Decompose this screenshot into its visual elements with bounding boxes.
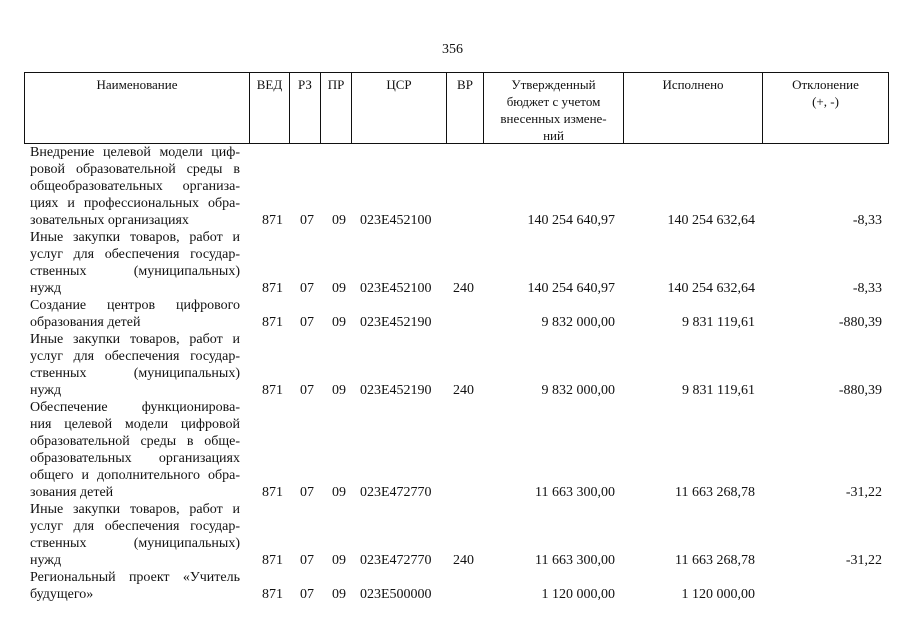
- row-pr: 09: [332, 553, 346, 568]
- row-csr: 023E472770: [360, 553, 432, 568]
- row-csr: 023E452100: [360, 281, 432, 296]
- row-pr: 09: [332, 213, 346, 228]
- row-name: [30, 331, 240, 399]
- row-name-line: зовательных организациях: [30, 213, 189, 228]
- row-budget: 1 120 000,00: [541, 587, 615, 602]
- table-row: [0, 297, 905, 331]
- header-csr: ЦСР: [351, 73, 446, 143]
- row-deviation: -880,39: [838, 315, 882, 330]
- row-name-line: зования детей: [30, 485, 114, 500]
- row-done: 9 831 119,61: [682, 383, 755, 398]
- row-name-line: будущего»: [30, 587, 94, 602]
- header-deviation-line: Отклонение: [792, 77, 859, 92]
- row-rz: 07: [300, 587, 314, 602]
- row-budget: 140 254 640,97: [527, 213, 615, 228]
- row-vr: 240: [453, 553, 474, 568]
- row-rz: 07: [300, 553, 314, 568]
- table-row: [0, 331, 905, 399]
- row-done: 11 663 268,78: [675, 553, 755, 568]
- row-csr: 023E500000: [360, 587, 432, 602]
- row-name-line: общего и дополнительного обра-: [30, 468, 240, 483]
- row-pr: 09: [332, 315, 346, 330]
- row-name-line: ния целевой модели цифровой: [30, 417, 240, 432]
- row-pr: 09: [332, 281, 346, 296]
- row-name-line: Создание центров цифрового: [30, 298, 240, 313]
- row-name-line: нужд: [30, 553, 62, 568]
- row-rz: 07: [300, 383, 314, 398]
- table-row: [0, 399, 905, 501]
- row-ved: 871: [262, 485, 283, 500]
- row-name: [30, 399, 240, 501]
- header-budget-line: внесенных измене-: [500, 111, 607, 126]
- row-done: 11 663 268,78: [675, 485, 755, 500]
- row-name: [30, 229, 240, 297]
- table-row: [0, 501, 905, 569]
- row-budget: 11 663 300,00: [535, 485, 615, 500]
- row-name-line: циях и профессиональных обра-: [30, 196, 240, 211]
- row-rz: 07: [300, 485, 314, 500]
- header-budget-line: Утвержденный: [511, 77, 596, 92]
- row-name: [30, 144, 240, 229]
- row-pr: 09: [332, 485, 346, 500]
- row-done: 140 254 632,64: [667, 281, 755, 296]
- header-pr: ПР: [320, 73, 351, 143]
- header-done: Исполнено: [623, 73, 762, 143]
- row-budget: 11 663 300,00: [535, 553, 615, 568]
- row-name-line: Иные закупки товаров, работ и: [30, 332, 240, 347]
- row-done: 1 120 000,00: [681, 587, 755, 602]
- row-deviation: -880,39: [838, 383, 882, 398]
- row-ved: 871: [262, 383, 283, 398]
- header-name: Наименование: [24, 73, 249, 143]
- row-vr: 240: [453, 383, 474, 398]
- header-budget-line: ний: [543, 128, 564, 143]
- table-header: [24, 72, 889, 144]
- header-budget-line: бюджет с учетом: [506, 94, 601, 109]
- header-ved: ВЕД: [249, 73, 289, 143]
- row-name: [30, 297, 240, 331]
- row-done: 140 254 632,64: [667, 213, 755, 228]
- row-budget: 9 832 000,00: [541, 383, 615, 398]
- row-deviation: -31,22: [845, 553, 882, 568]
- row-name-line: нужд: [30, 281, 62, 296]
- row-name-line: нужд: [30, 383, 62, 398]
- row-pr: 09: [332, 587, 346, 602]
- row-name: [30, 569, 240, 603]
- row-name-line: ственных (муниципальных): [30, 366, 240, 381]
- row-deviation: -8,33: [852, 213, 882, 228]
- row-deviation: -31,22: [845, 485, 882, 500]
- row-deviation: -8,33: [852, 281, 882, 296]
- row-name-line: услуг для обеспечения государ-: [30, 247, 240, 262]
- header-deviation-line: (+, -): [812, 94, 839, 109]
- row-name-line: Иные закупки товаров, работ и: [30, 502, 240, 517]
- row-budget: 9 832 000,00: [541, 315, 615, 330]
- row-name-line: Региональный проект «Учитель: [30, 570, 240, 585]
- row-name-line: образования детей: [30, 315, 141, 330]
- header-rz: РЗ: [289, 73, 320, 143]
- row-name-line: Обеспечение функционирова-: [30, 400, 240, 415]
- row-rz: 07: [300, 213, 314, 228]
- row-vr: 240: [453, 281, 474, 296]
- row-ved: 871: [262, 587, 283, 602]
- row-ved: 871: [262, 281, 283, 296]
- row-name-line: Иные закупки товаров, работ и: [30, 230, 240, 245]
- row-name-line: ственных (муниципальных): [30, 264, 240, 279]
- table-row: [0, 144, 905, 229]
- row-rz: 07: [300, 315, 314, 330]
- row-name-line: ственных (муниципальных): [30, 536, 240, 551]
- row-ved: 871: [262, 315, 283, 330]
- table-row: [0, 569, 905, 603]
- row-name-line: ровой образовательной среды в: [30, 162, 240, 177]
- row-rz: 07: [300, 281, 314, 296]
- page-number: 356: [442, 42, 463, 57]
- row-csr: 023E452190: [360, 383, 432, 398]
- row-csr: 023E452100: [360, 213, 432, 228]
- header-deviation: [762, 73, 889, 143]
- row-csr: 023E452190: [360, 315, 432, 330]
- row-name-line: общеобразовательных организа-: [30, 179, 240, 194]
- row-name-line: услуг для обеспечения государ-: [30, 349, 240, 364]
- row-name-line: образовательной среды в обще-: [30, 434, 240, 449]
- row-ved: 871: [262, 553, 283, 568]
- header-budget: [483, 73, 623, 143]
- row-name-line: Внедрение целевой модели циф-: [30, 145, 240, 160]
- row-done: 9 831 119,61: [682, 315, 755, 330]
- row-csr: 023E472770: [360, 485, 432, 500]
- row-name: [30, 501, 240, 569]
- row-name-line: услуг для обеспечения государ-: [30, 519, 240, 534]
- row-ved: 871: [262, 213, 283, 228]
- row-budget: 140 254 640,97: [527, 281, 615, 296]
- table-row: [0, 229, 905, 297]
- header-vr: ВР: [446, 73, 483, 143]
- row-name-line: образовательных организациях: [30, 451, 240, 466]
- row-pr: 09: [332, 383, 346, 398]
